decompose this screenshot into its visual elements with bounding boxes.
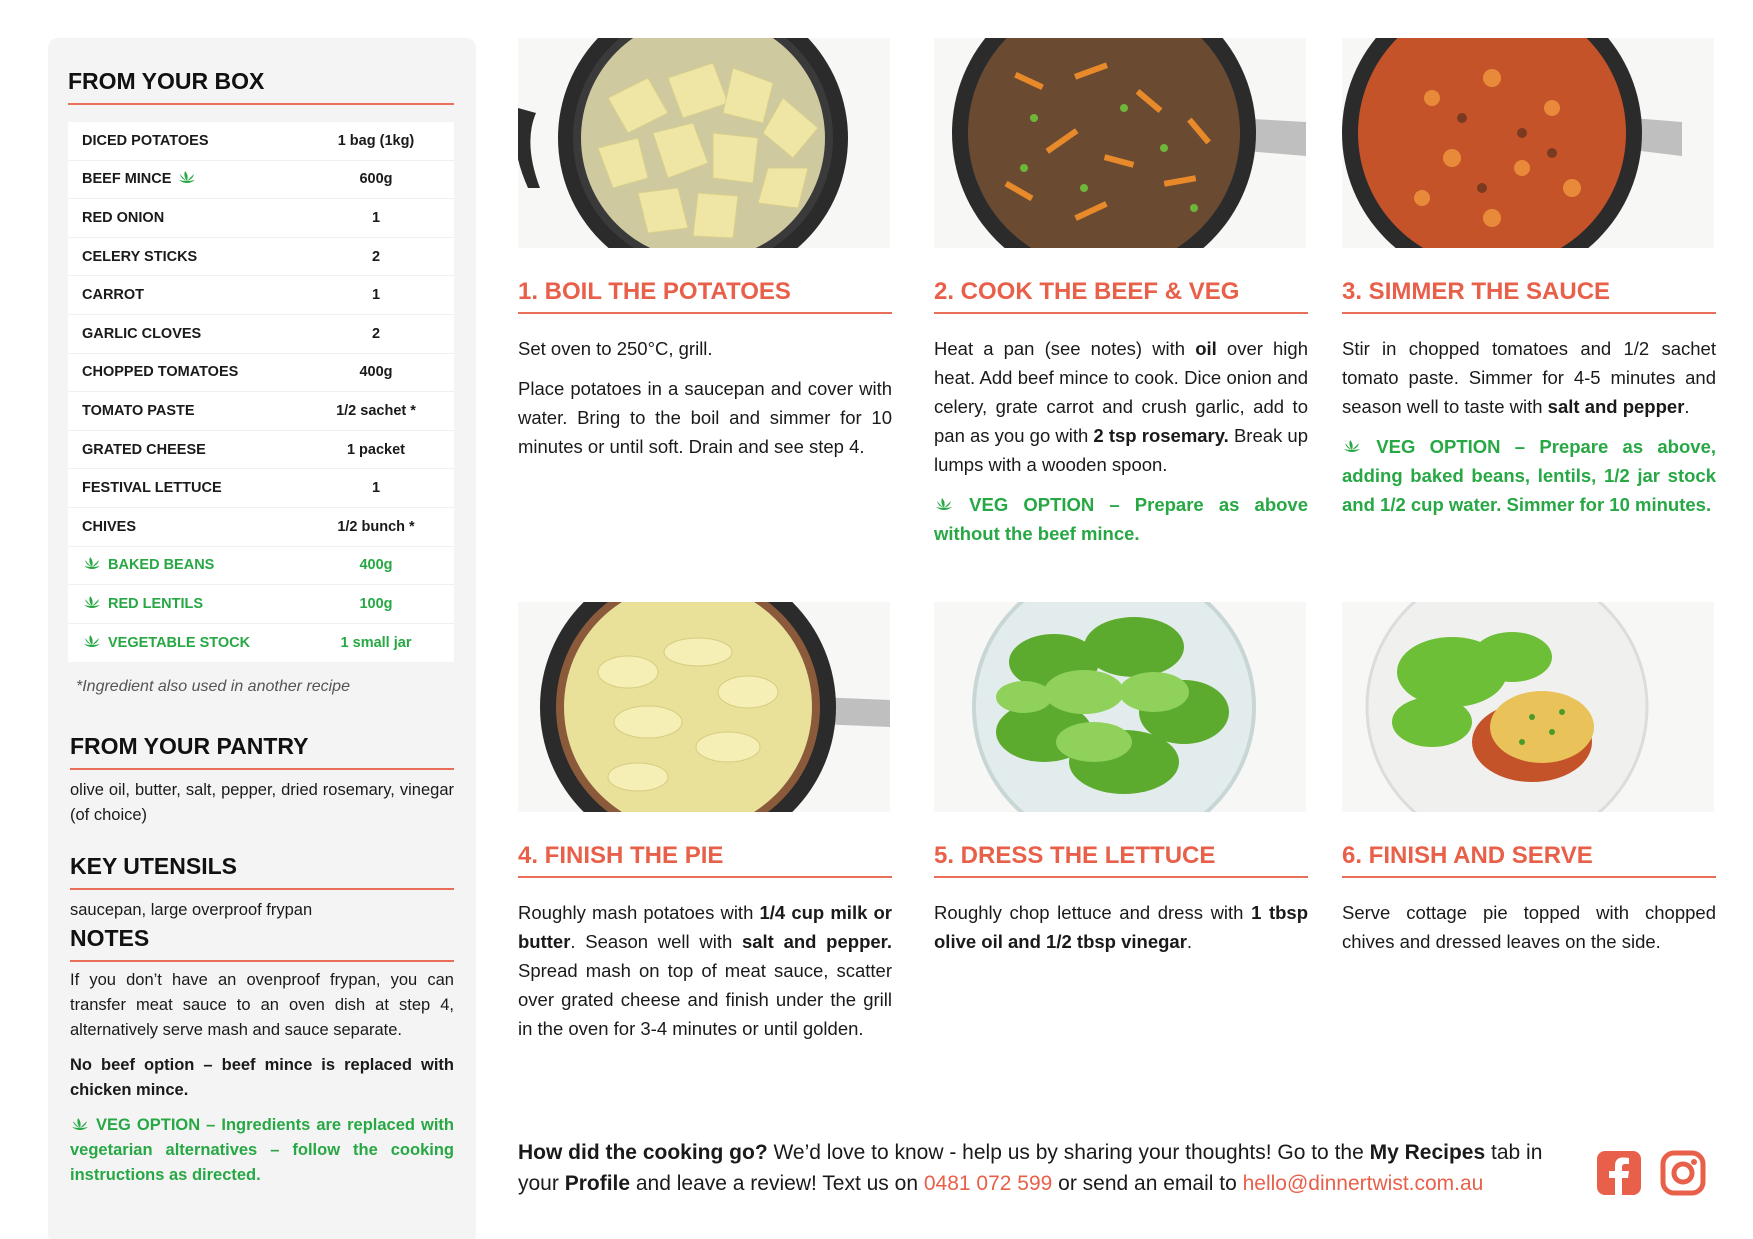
text: . bbox=[1684, 396, 1690, 417]
text: We’d love to know - help us by sharing your thoughts! Go to the bbox=[767, 1141, 1370, 1164]
step-1-body bbox=[518, 334, 892, 472]
step-3-paragraph bbox=[1342, 334, 1716, 421]
ingredient-qty: 600g bbox=[359, 171, 393, 188]
text: over high heat. Add beef mince to cook. Dice onion and celery, grate carrot and crush garlic, add to pan as you go with bbox=[934, 338, 1308, 446]
text: Break up lumps with a wooden spoon. bbox=[934, 425, 1308, 475]
step-1-paragraph: Place potatoes in a saucepan and cover with water. Bring to the boil and simmer for 10 minutes or until soft. Drain and see step 4. bbox=[518, 378, 892, 457]
ingredients-panel bbox=[48, 38, 476, 1239]
ingredient-row-veg bbox=[68, 585, 454, 624]
leaf-icon bbox=[70, 1117, 90, 1135]
ingredient-name: TOMATO PASTE bbox=[82, 402, 195, 419]
feedback-question: How did the cooking go? bbox=[518, 1141, 768, 1164]
ingredient-row bbox=[68, 469, 454, 508]
veg-option-text: VEG OPTION – Prepare as above without the beef mince. bbox=[934, 494, 1309, 544]
simmer-sauce-image bbox=[1342, 38, 1714, 248]
step-6-title: 6. FINISH AND SERVE bbox=[1342, 842, 1716, 878]
step-6-paragraph: Serve cottage pie topped with chopped chives and dressed leaves on the side. bbox=[1342, 902, 1716, 952]
leaf-icon bbox=[1342, 439, 1362, 457]
notes-heading: NOTES bbox=[70, 925, 454, 962]
ingredient-qty: 100g bbox=[359, 595, 393, 612]
step-4-paragraph bbox=[518, 898, 892, 1043]
ingredient-label: VEGETABLE STOCK bbox=[108, 635, 251, 652]
ingredient-name bbox=[68, 556, 298, 574]
bold-text: 1 tbsp olive oil and 1/2 tbsp vinegar bbox=[934, 902, 1308, 952]
step-1-title: 1. BOIL THE POTATOES bbox=[518, 278, 892, 314]
ingredient-row bbox=[68, 431, 454, 470]
ingredient-row-veg bbox=[68, 624, 454, 663]
ingredient-qty: 1 bbox=[371, 287, 381, 304]
ingredient-label: BAKED BEANS bbox=[108, 557, 215, 574]
ingredient-qty: 1/2 sachet * bbox=[336, 402, 416, 419]
text: and leave a review! Text us on bbox=[630, 1172, 924, 1195]
text: or send an email to bbox=[1052, 1172, 1243, 1195]
ingredient-qty: 2 bbox=[371, 248, 381, 265]
text: Roughly chop lettuce and dress with bbox=[934, 902, 1252, 923]
from-your-pantry-heading: FROM YOUR PANTRY bbox=[70, 733, 454, 770]
utensils-text: saucepan, large overproof frypan bbox=[70, 901, 313, 919]
ingredient-row bbox=[68, 276, 454, 315]
no-beef-note: No beef option – beef mince is replaced with chicken mince. bbox=[70, 1056, 454, 1099]
step-1-paragraph: Set oven to 250°C, grill. bbox=[518, 338, 713, 359]
leaf-icon bbox=[82, 595, 102, 613]
ingredient-row bbox=[68, 508, 454, 547]
step-3-veg-option bbox=[1342, 432, 1716, 519]
ingredient-qty: 1 packet bbox=[346, 441, 406, 458]
ingredient-row-veg bbox=[68, 547, 454, 586]
ingredient-qty: 1 bag (1kg) bbox=[337, 132, 415, 149]
boil-potatoes-image bbox=[518, 38, 890, 248]
finish-pie-image bbox=[518, 602, 890, 812]
dress-lettuce-image bbox=[934, 602, 1306, 812]
ingredient-name: FESTIVAL LETTUCE bbox=[82, 480, 222, 497]
leaf-icon bbox=[82, 556, 102, 574]
leaf-icon bbox=[177, 170, 197, 188]
phone-link[interactable]: 0481 072 599 bbox=[923, 1172, 1053, 1195]
ingredient-name: CHOPPED TOMATOES bbox=[82, 364, 239, 381]
bold-text: salt and pepper. bbox=[741, 931, 892, 952]
pantry-text: olive oil, butter, salt, pepper, dried rosemary, vinegar (of choice) bbox=[70, 781, 454, 824]
bold-text: 2 tsp rosemary. bbox=[1093, 425, 1229, 446]
ingredient-name: GARLIC CLOVES bbox=[82, 325, 202, 342]
profile-label: Profile bbox=[564, 1172, 631, 1195]
notes-text: If you don’t have an ovenproof frypan, you can transfer meat sauce to an oven dish at step 4, alternatively serve mash and sauce separate. bbox=[70, 971, 454, 1039]
text: Spread mash on top of meat sauce, scatter over grated cheese and finish under the grill in the oven for 3-4 minutes or until golden. bbox=[518, 960, 892, 1039]
bold-text: salt and pepper bbox=[1547, 396, 1685, 417]
ingredient-table bbox=[68, 122, 454, 662]
ingredient-qty: 1/2 bunch * bbox=[337, 518, 415, 535]
my-recipes-label: My Recipes bbox=[1369, 1141, 1486, 1164]
step-2-title: 2. COOK THE BEEF & VEG bbox=[934, 278, 1308, 314]
step-2-veg-option bbox=[934, 490, 1308, 548]
ingredient-name: CHIVES bbox=[82, 518, 136, 535]
ingredient-name: DICED POTATOES bbox=[82, 132, 209, 149]
feedback-message bbox=[518, 1137, 1578, 1199]
bold-text: 1/4 cup milk or butter bbox=[518, 902, 893, 952]
instagram-icon[interactable] bbox=[1660, 1150, 1706, 1196]
ingredient-label: RED LENTILS bbox=[108, 595, 204, 612]
ingredient-name bbox=[68, 170, 298, 188]
step-2-paragraph bbox=[934, 334, 1308, 479]
text: Stir in chopped tomatoes and 1/2 sachet tomato paste. Simmer for 4-5 minutes and season well to taste with bbox=[1342, 338, 1716, 417]
ingredient-row bbox=[68, 315, 454, 354]
email-link[interactable]: hello@dinnertwist.com.au bbox=[1242, 1172, 1484, 1195]
ingredient-label: BEEF MINCE bbox=[82, 171, 172, 188]
text: Roughly mash potatoes with bbox=[518, 902, 760, 923]
facebook-icon[interactable] bbox=[1596, 1150, 1642, 1196]
step-4-body bbox=[518, 898, 892, 1054]
ingredient-row bbox=[68, 238, 454, 277]
ingredient-qty: 2 bbox=[371, 325, 381, 342]
ingredient-qty: 1 bbox=[371, 480, 381, 497]
ingredient-name bbox=[68, 595, 298, 613]
ingredient-row bbox=[68, 161, 454, 200]
step-5-paragraph bbox=[934, 898, 1308, 956]
footnote: *Ingredient also used in another recipe bbox=[76, 678, 350, 695]
ingredient-qty: 1 small jar bbox=[340, 635, 412, 652]
ingredient-name bbox=[68, 634, 298, 652]
ingredient-qty: 1 bbox=[371, 209, 381, 226]
from-your-box-heading: FROM YOUR BOX bbox=[68, 68, 454, 105]
veg-option-text: VEG OPTION – Ingredients are replaced with vegetarian alternatives – follow the cooking instructions as directed. bbox=[70, 1116, 454, 1184]
ingredient-row bbox=[68, 199, 454, 238]
ingredient-qty: 400g bbox=[359, 364, 393, 381]
leaf-icon bbox=[82, 634, 102, 652]
step-3-title: 3. SIMMER THE SAUCE bbox=[1342, 278, 1716, 314]
step-5-body bbox=[934, 898, 1308, 967]
finish-and-serve-image bbox=[1342, 602, 1714, 812]
ingredient-name: RED ONION bbox=[82, 209, 165, 226]
text: Heat a pan (see notes) with bbox=[934, 338, 1196, 359]
ingredient-row bbox=[68, 392, 454, 431]
bold-text: oil bbox=[1195, 338, 1217, 359]
text: . Season well with bbox=[570, 931, 742, 952]
ingredient-name: CELERY STICKS bbox=[82, 248, 198, 265]
step-2-body bbox=[934, 334, 1308, 559]
text: tab in your bbox=[518, 1141, 1543, 1195]
veg-option-note bbox=[70, 1113, 454, 1188]
cook-beef-veg-image bbox=[934, 38, 1306, 248]
key-utensils-heading: KEY UTENSILS bbox=[70, 853, 454, 890]
step-4-title: 4. FINISH THE PIE bbox=[518, 842, 892, 878]
step-5-title: 5. DRESS THE LETTUCE bbox=[934, 842, 1308, 878]
step-6-body bbox=[1342, 898, 1716, 967]
veg-option-text: VEG OPTION – Prepare as above, adding baked beans, lentils, 1/2 jar stock and 1/2 cup water. Simmer for 10 minutes. bbox=[1342, 436, 1716, 515]
leaf-icon bbox=[934, 497, 954, 515]
step-3-body bbox=[1342, 334, 1716, 530]
ingredient-row bbox=[68, 354, 454, 393]
ingredient-row bbox=[68, 122, 454, 161]
text: . bbox=[1186, 931, 1193, 952]
ingredient-name: GRATED CHEESE bbox=[82, 441, 206, 458]
ingredient-name: CARROT bbox=[82, 287, 145, 304]
ingredient-qty: 400g bbox=[359, 557, 393, 574]
